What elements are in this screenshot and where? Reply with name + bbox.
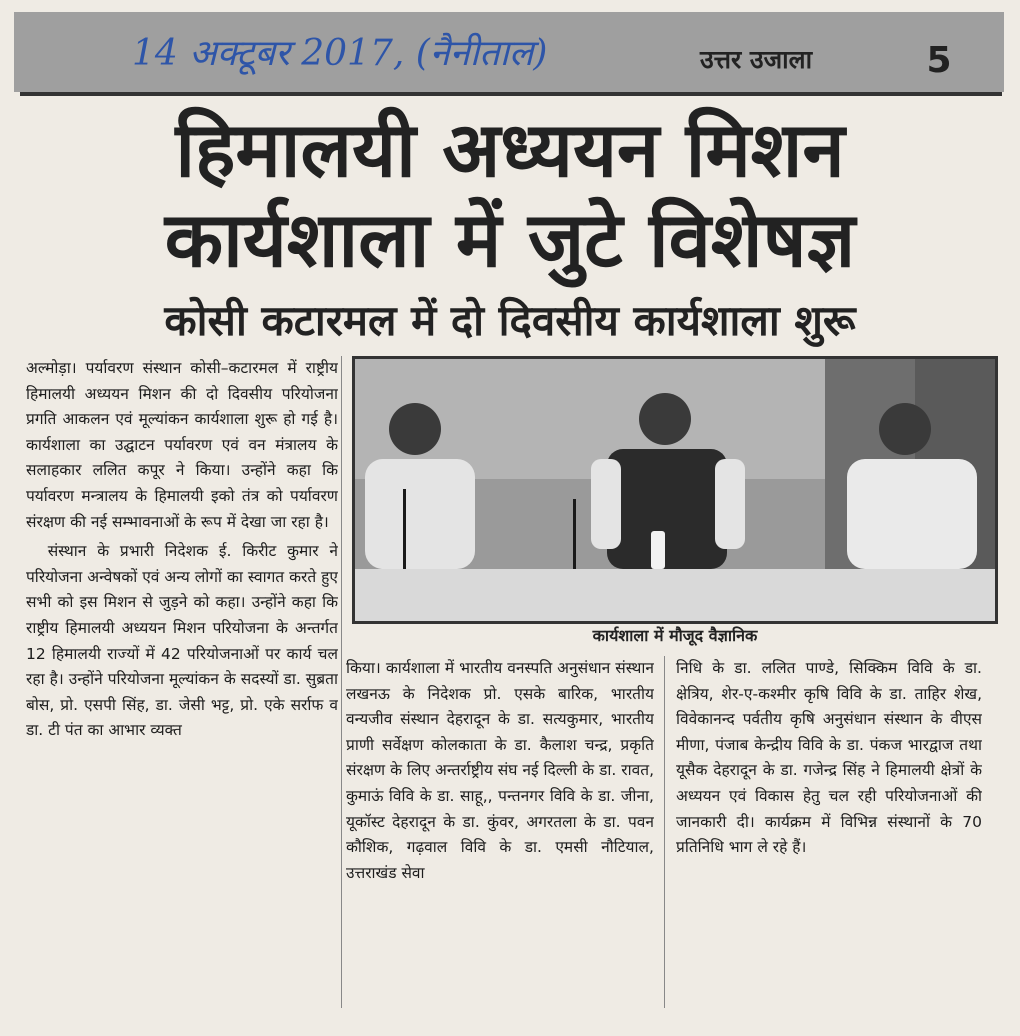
page-number: 5 [926,40,952,81]
article-paragraph: अल्मोड़ा। पर्यावरण संस्थान कोसी–कटारमल में राष्ट्रीय हिमालयी अध्ययन मिशन की दो दिवसीय परियोजना प्रगति आकलन एवं मूल्यांकन कार्यशाला शुरू हो गई है। कार्यशाला का उद्घाटन पर्यावरण एवं वन मंत्रालय के सलाहकार ललित कपूर ने किया। उन्होंने कहा कि पर्यावरण मन्त्रालय के हिमालयी इको तंत्र को पर्यावरण संरक्षण की नई सम्भावनाओं के रूप में देखा जा रहा है। [26,359,338,531]
photo-caption: कार्यशाला में मौजूद वैज्ञानिक [592,626,758,645]
handwritten-date-note: 14 अक्टूबर 2017, (नैनीताल) [132,33,548,74]
column-divider [664,656,665,1008]
column-divider [341,356,342,1008]
article-paragraph: किया। कार्यशाला में भारतीय वनस्पति अनुसंधान संस्थान लखनऊ के निदेशक प्रो. एसके बारिक, भारतीय वन्यजीव संस्थान देहरादून के डा. सत्यकुमार, भारतीय प्राणी सर्वेक्षण कोलकाता के डा. कैलाश चन्द्र, प्रकृति संरक्षण के लिए अन्तर्राष्ट्रीय संघ नई दिल्ली के डा. रावत, कुमाऊं विवि के डा. साहू,, पन्तनगर विवि के डा. जीना, यूकॉस्ट देहरादून के डा. कुंवर, अगरतला के डा. पवन कौशिक, गढ़वाल विवि के डा. एमसी नौटियाल, उत्तराखंड सेवा [346,659,654,882]
article-column-3 [676,656,982,1010]
article-paragraph: निधि के डा. ललित पाण्डे, सिक्किम विवि के डा. क्षेत्रिय, शेर-ए-कश्मीर कृषि विवि के डा. ताहिर शेख, विवेकानन्द पर्वतीय कृषि अनुसंधान संस्थान के वीएस मीणा, पंजाब केन्द्रीय विवि के डा. पंकज भारद्वाज तथा यूसैक देहरादून के डा. गजेन्द्र सिंह ने हिमालयी क्षेत्रों के अध्ययन एवं विकास हेतु चल रही परियोजनाओं की जानकारी दी। कार्यक्रम में विभिन्न संस्थानों के 70 प्रतिनिधि भाग ले रहे हैं। [676,659,982,857]
subheadline: कोसी कटारमल में दो दिवसीय कार्यशाला शुरू [164,296,856,345]
masthead-rule [20,92,1002,96]
event-photo [352,356,998,624]
article-paragraph: संस्थान के प्रभारी निदेशक ई. किरीट कुमार ने परियोजना अन्वेषकों एवं अन्य लोगों का स्वागत करते हुए सभी को इस मिशन से जुड़ने को कहा। उन्होंने कहा कि राष्ट्रीय हिमालयी अध्ययन मिशन परियोजना के अन्तर्गत 12 हिमालयी राज्यों में 42 परियोजनाओं पर कार्य चल रहा है। उन्होंने परियोजना मूल्यांकन के सदस्यों डा. सुब्रता बोस, प्रो. एसपी सिंह, डा. जेसी भट्ट, प्रो. एके सर्राफ व डा. टी पंत का आभार व्यक्त [26,542,338,740]
article-column-2 [346,656,654,1010]
headline-line-1: हिमालयी अध्ययन मिशन [175,105,845,194]
photo-illustration [355,359,995,621]
headline-line-2: कार्यशाला में जुटे विशेषज्ञ [164,195,856,284]
newspaper-name: उत्तर उजाला [700,45,813,74]
article-column-1 [26,356,338,1010]
